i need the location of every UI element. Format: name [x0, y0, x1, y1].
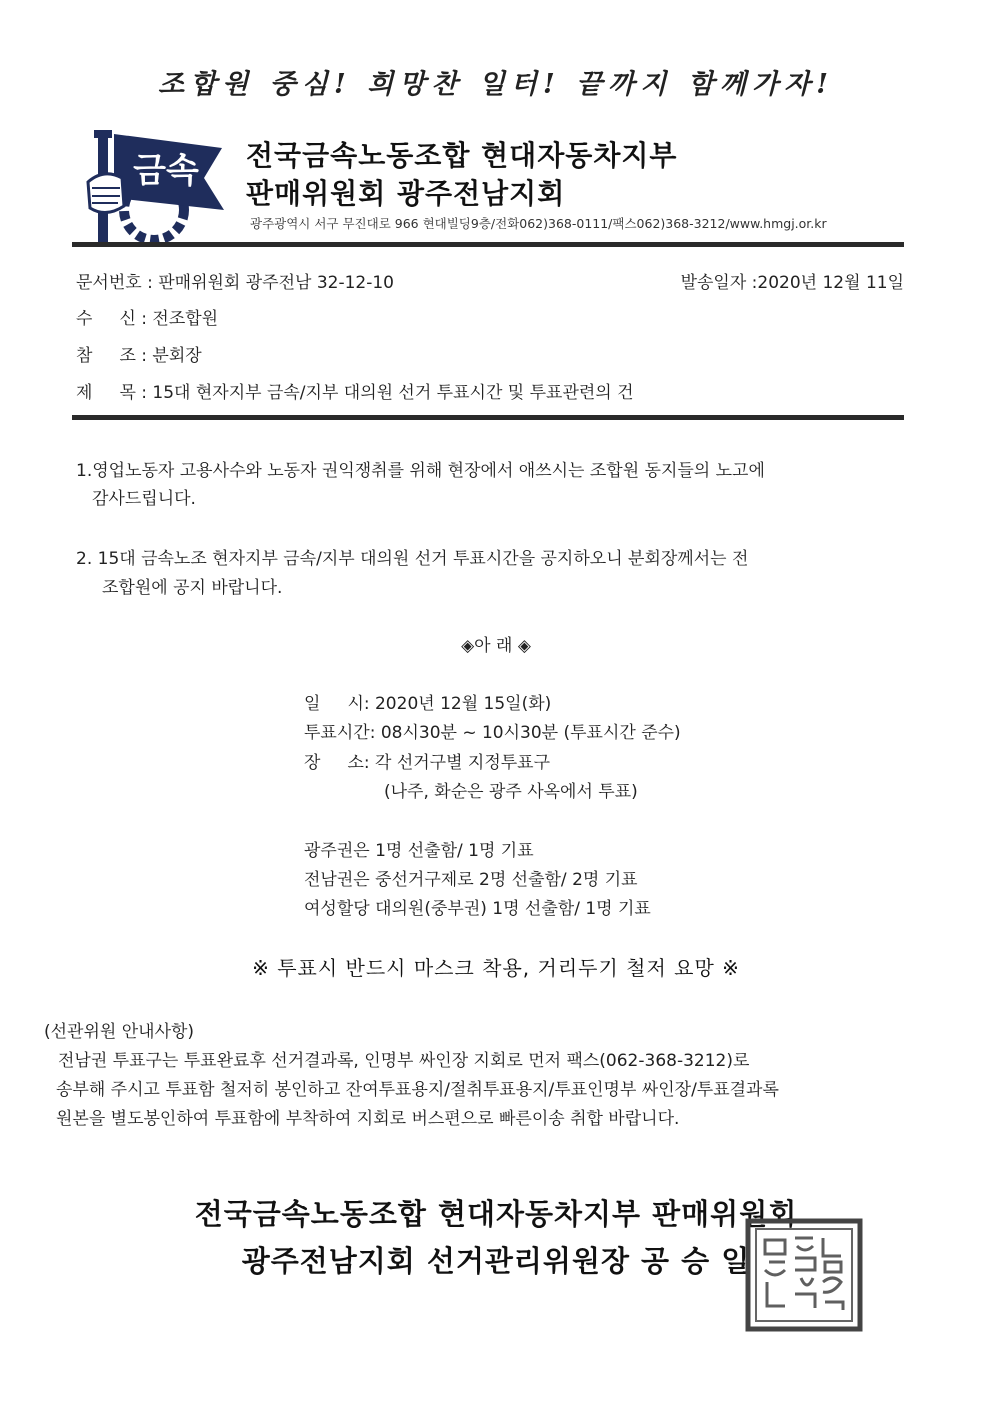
vote-date: 일 시: 2020년 12월 15일(화): [304, 694, 552, 714]
details-heading: ◈아 래 ◈: [461, 636, 531, 656]
signature-line-1: 전국금속노동조합 현대자동차지부 판매위원회: [194, 1197, 798, 1231]
vote-place: 장 소: 각 선거구별 지정투표구: [304, 753, 551, 773]
logo-text: 금속: [133, 151, 199, 191]
slogan: 조합원 중심! 희망찬 일터! 끝까지 함께가자!: [158, 69, 834, 100]
reference: 참 조 : 분회장: [76, 346, 202, 366]
guide-line-2: 송부해 주시고 투표함 철저히 봉인하고 잔여투표용지/절취투표용지/투표인명부 싸인장/투표결과록: [56, 1080, 779, 1100]
org-name-line1: 전국금속노동조합 현대자동차지부: [246, 139, 678, 172]
guide-line-1: 전남권 투표구는 투표완료후 선거결과록, 인명부 싸인장 지회로 먼저 팩스(062-368-3212)로: [58, 1051, 750, 1071]
guide-title: (선관위원 안내사항): [44, 1022, 195, 1042]
header-divider: [72, 242, 904, 247]
quota-jeonnam: 전남권은 중선거구제로 2명 선출함/ 2명 기표: [304, 870, 638, 890]
quota-gwangju: 광주권은 1명 선출함/ 1명 기표: [304, 841, 534, 861]
official-seal-stamp-icon: [745, 1218, 863, 1332]
union-fist-flag-logo-icon: [84, 128, 230, 246]
signature-line-2: 광주전남지회 선거관리위원장 공 승 일: [241, 1244, 751, 1278]
meta-divider: [72, 415, 904, 420]
paragraph-2-line-2: 조합원에 공지 바랍니다.: [102, 578, 283, 598]
union-logo: [84, 128, 230, 246]
paragraph-2-line-1: 2. 15대 금속노조 현자지부 금속/지부 대의원 선거 투표시간을 공지하오니 분회장께서는 전: [76, 549, 749, 569]
document-number: 문서번호 : 판매위원회 광주전남 32-12-10: [76, 273, 394, 293]
send-date: 발송일자 :2020년 12월 11일: [680, 273, 904, 293]
quota-women: 여성할당 대의원(중부권) 1명 선출함/ 1명 기표: [304, 899, 651, 919]
vote-place-note: (나주, 화순은 광주 사옥에서 투표): [384, 782, 638, 802]
vote-time: 투표시간: 08시30분 ~ 10시30분 (투표시간 준수): [304, 723, 681, 743]
recipient: 수 신 : 전조합원: [76, 309, 219, 329]
org-name-line2: 판매위원회 광주전남지회: [246, 177, 566, 210]
org-address: 광주광역시 서구 무진대로 966 현대빌딩9층/전화062)368-0111/팩스062)368-3212/www.hmgj.or.kr: [250, 216, 827, 231]
guide-line-3: 원본을 별도봉인하여 투표함에 부착하여 지회로 버스편으로 빠른이송 취합 바랍니다.: [56, 1109, 680, 1129]
mask-notice: ※ 투표시 반드시 마스크 착용, 거리두기 철저 요망 ※: [252, 956, 740, 980]
subject: 제 목 : 15대 현자지부 금속/지부 대의원 선거 투표시간 및 투표관련의 건: [76, 383, 634, 403]
paragraph-1-line-2: 감사드립니다.: [92, 489, 196, 509]
paragraph-1-line-1: 1.영업노동자 고용사수와 노동자 권익쟁취를 위해 현장에서 애쓰시는 조합원 동지들의 노고에: [76, 461, 765, 481]
